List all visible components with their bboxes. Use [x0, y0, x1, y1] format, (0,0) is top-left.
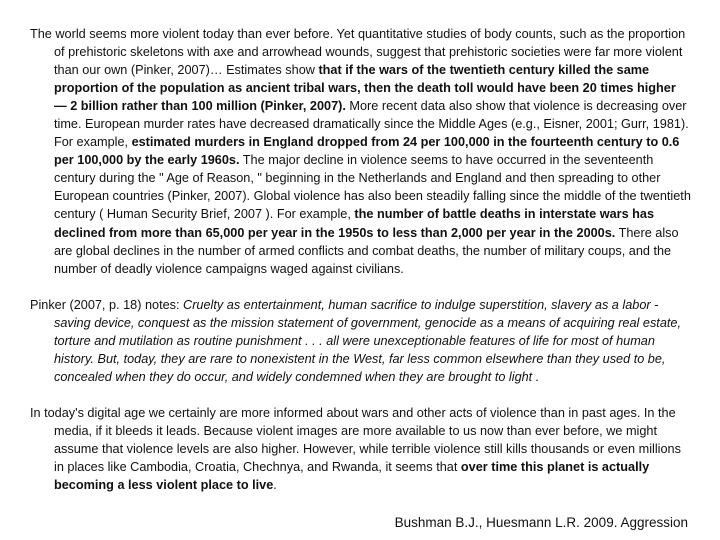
paragraph1-text-4: There also are global declines in the number of armed conflicts and combat deaths, the number of military coups, and the number of deadly violence campaigns waged against civilians. — [54, 225, 679, 276]
paragraph1-text-3: The major decline in violence seems to have occurred in the seventeenth century during the " Age of Reason, " beginning in the Netherlands and England and then spreading to other European countries (Pinker, 2007). Global violence has also been steadily falling since the middle of the twentieth century ( Human Security Brief, 2007 ). For example, — [54, 153, 691, 222]
paragraph1-bold-1: that if the wars of the twentieth century killed the same proportion of the population as ancient tribal wars, then the death toll would have been 20 times higher — 2 billion rather than 100 million (Pinker, 2007). — [54, 63, 676, 114]
paragraph1-text-1: The world seems more violent today than ever before. Yet quantitative studies of body counts, such as the proportion of prehistoric skeletons with axe and arrowhead wounds, suggest that prehistoric societies were far more violent than our own (Pinker, 2007)… Estimates show — [30, 27, 686, 78]
paragraph-digital-age — [30, 404, 691, 494]
paragraph1-bold-3: the number of battle deaths in interstate wars has declined from more than 65,000 per year in the 1950s to less than 2,000 per year in the 2000s. — [54, 207, 655, 240]
paragraph1-text-2: More recent data also show that violence is decreasing over time. European murder rates have decreased dramatically since the Middle Ages (e.g., Eisner, 2001; Gurr, 1981). For example, — [54, 99, 689, 150]
paragraph3-text-2: . — [273, 478, 277, 493]
paragraph2-lead: Pinker (2007, p. 18) notes: — [30, 298, 184, 312]
paragraph3-bold-1: over time this planet is actually becoming a less violent place to live — [54, 460, 650, 493]
paragraph2-quote: Cruelty as entertainment, human sacrifice to indulge superstition, slavery as a labor - saving device, conquest as the mission statement of government, genocide as a means of acquiring real estate, torture and mutilation as routine punishment . . . all were unexceptionable features of life for most of human history. But, today, they are rare to nonexistent in the West, far less common elsewhere than they used to be, concealed when they do occur, and widely condemned when they are brought to light . — [54, 298, 681, 385]
paragraph-violence-statistics — [30, 25, 691, 278]
source-citation: Bushman B.J., Huesmann L.R. 2009. Aggression — [394, 515, 688, 530]
paragraph3-text-1: In today's digital age we certainly are more informed about wars and other acts of violence than in past ages. In the media, if it bleeds it leads. Because violent images are more available to us now than ever before, we might assume that violence levels are also higher. However, while terrible violence still kills thousands or even millions in places like Cambodia, Croatia, Chechnya, and Rwanda, it seems that — [30, 406, 681, 475]
paragraph1-bold-2: estimated murders in England dropped from 24 per 100,000 in the fourteenth century to 0.6 per 100,000 by the early 1960s. — [54, 135, 680, 168]
paragraph-pinker-quote — [30, 296, 691, 386]
